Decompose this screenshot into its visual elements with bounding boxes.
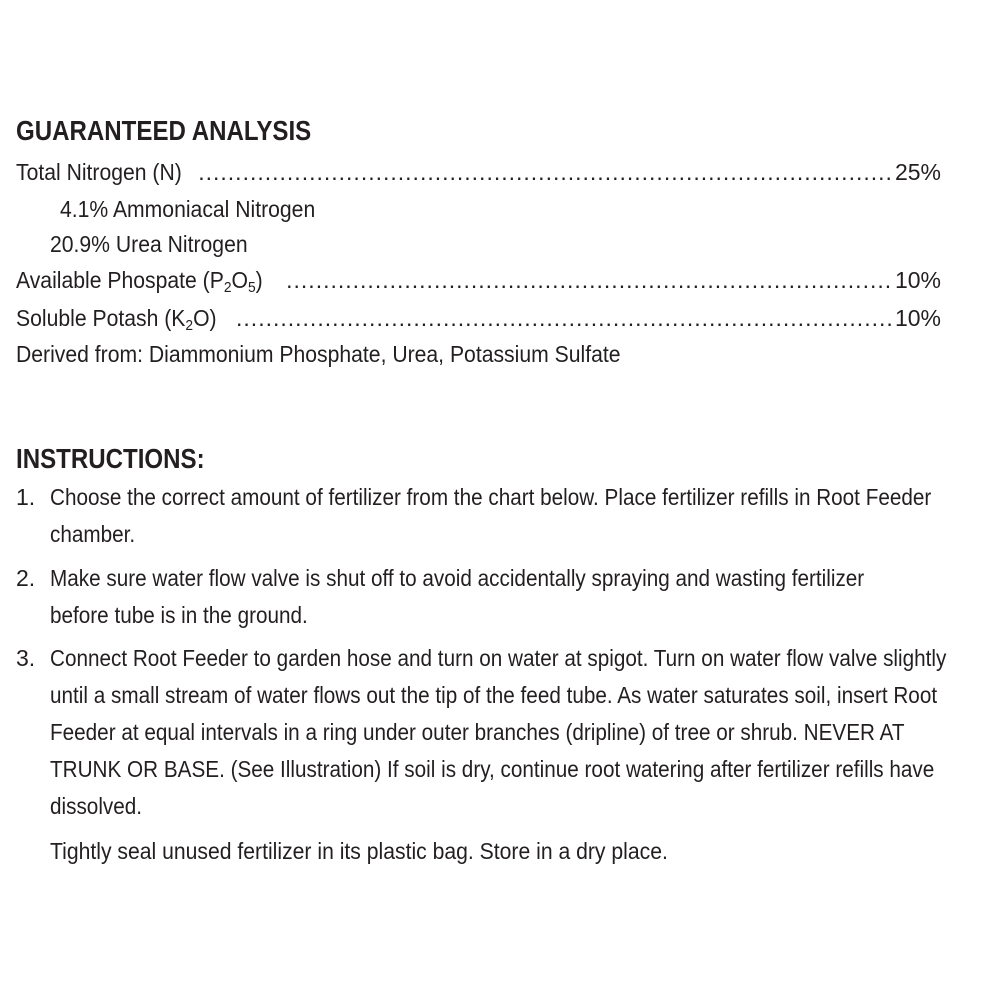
leader-dots bbox=[198, 157, 893, 187]
step-text: Choose the correct amount of fertilizer from the chart below. Place fertilizer refills in Root Feeder chamber. bbox=[50, 484, 932, 547]
analysis-heading: GUARANTEED ANALYSIS bbox=[16, 115, 312, 146]
step-number: 3. bbox=[16, 645, 36, 671]
step-text: Connect Root Feeder to garden hose and turn on water at spigot. Turn on water flow valve slightly until a small stream of water flows out the tip of the feed tube. As water saturates soil, insert Root Feeder at equal intervals in a ring under outer branches (dripline) of tree or shrub. NEVER AT TRUNK OR BASE. (See Illustration) If soil is dry, continue root watering after fertilizer refills have dissolved. bbox=[50, 645, 947, 819]
nitrogen-value: 25% bbox=[894, 159, 941, 185]
leader-dots bbox=[236, 303, 893, 333]
instructions-heading: INSTRUCTIONS: bbox=[16, 443, 205, 474]
potash-value: 10% bbox=[894, 305, 941, 331]
step-number: 1. bbox=[16, 484, 36, 510]
step-text: Make sure water flow valve is shut off to avoid accidentally spraying and wasting fertilizer before tube is in the ground. bbox=[50, 565, 865, 628]
phosphate-value: 10% bbox=[894, 267, 941, 293]
instruction-step bbox=[16, 640, 956, 825]
nitrogen-label: Total Nitrogen (N) bbox=[16, 159, 182, 185]
nitrogen-row bbox=[16, 157, 941, 187]
potash-row bbox=[16, 303, 941, 333]
instruction-step bbox=[16, 479, 956, 553]
phosphate-label: Available Phospate $(P_2O_5)$ bbox=[16, 267, 263, 296]
ammoniacal-nitrogen-line: 4.1% Ammoniacal Nitrogen bbox=[60, 196, 316, 222]
derived-from-line: Derived from: Diammonium Phosphate, Urea, Potassium Sulfate bbox=[16, 341, 621, 367]
step-number: 2. bbox=[16, 565, 36, 591]
storage-note: Tightly seal unused fertilizer in its plastic bag. Store in a dry place. bbox=[50, 838, 668, 864]
potash-label: Soluble Potash $(K_2O)$ bbox=[16, 305, 217, 334]
urea-nitrogen-line: 20.9% Urea Nitrogen bbox=[50, 231, 248, 257]
leader-dots bbox=[286, 265, 893, 295]
phosphate-row bbox=[16, 265, 941, 295]
instruction-step bbox=[16, 560, 956, 634]
